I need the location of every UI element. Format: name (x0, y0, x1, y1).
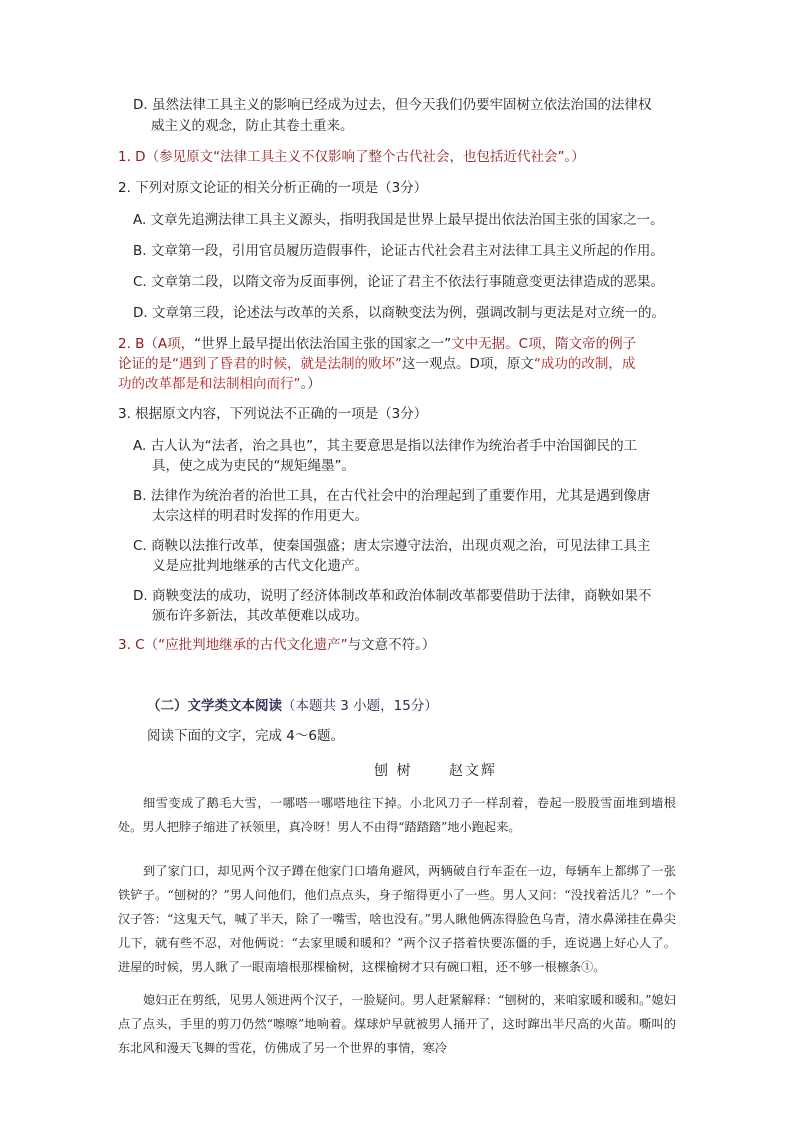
q2-answer-quote: “遇到了昏君的时候，就是法制的败坏” (172, 356, 402, 372)
story-paragraph-text: 到了家门口，却见两个汉子蹲在他家门口墙角避风，两辆破自行车歪在一边，每辆车上都绑了一张铁铲子。“刨树的？”男人问他们，他们点点头，身子缩得更小了一些。男人又问：“没找着活儿？”一个汉子答：“这鬼天气，喊了半天，除了一嘴雪，啥也没有。”男人瞅他俩冻得脸色乌青，清水鼻涕挂在鼻尖儿下，就有些不忍，对他俩说：“去家里暖和暖和？”两个汉子搭着快要冻僵的手，连说遇上好心人了。进屋的时候，男人瞅了一眼南墙根那棵榆树，这棵榆树才只有碗口粗，还不够一根檩条①。 (118, 864, 676, 974)
q3-stem: 3. 根据原文内容，下列说法不正确的一项是（3分） (118, 406, 428, 422)
q3-answer-part: 3. C（ (118, 637, 159, 653)
story-title: 刨 树 (374, 763, 413, 779)
q3-answer (118, 635, 435, 655)
q3-option-d-line1: D. 商鞅变法的成功，说明了经济体制改革和政治体制改革都要借助于法律，商鞅如果不 (133, 588, 652, 604)
q3-option-c-line2: 义是应批判地继承的古代文化遗产。 (152, 558, 368, 574)
q2-answer-quote: “成功的改制，成 (533, 356, 636, 372)
story-paragraph-text: 细雪变成了鹅毛大雪，一哪嗒一哪嗒地往下掉。小北风刀子一样刮着，卷起一股股雪面堆到墙根处。男人把脖子缩进了袄领里，真冷呀！男人不由得“踏踏踏”地小跑起来。 (118, 796, 676, 834)
q2-option-c: C. 文章第二段，以隋文帝为反面事例，论证了君主不依法行事随意变更法律造成的恶果。 (133, 274, 665, 290)
q2-answer-part: 文中无据。C项，隋文帝的例子 (451, 336, 637, 352)
q3-option-a-line1: A. 古人认为“法者，治之具也”，其主要意思是指以法律作为统治者手中治国御民的工 (133, 438, 638, 454)
q2-option-d: D. 文章第三段，论述法与改革的关系，以商鞅变法为例，强调改制与更法是对立统一的。 (133, 305, 665, 321)
q2-answer-part: 论证的是 (118, 356, 172, 372)
q2-option-a: A. 文章先追溯法律工具主义源头，指明我国是世界上最早提出依法治国主张的国家之一。 (133, 212, 664, 228)
story-paragraph-2 (118, 859, 676, 979)
section-heading-title: （二）文学类文本阅读 (147, 698, 282, 714)
q2-answer-line2 (118, 354, 635, 374)
q2-answer-quote: “世界上最早提出依法治国主张的国家之一” (194, 336, 452, 352)
q3-option-c-line1: C. 商鞅以法推行改革，使秦国强盛；唐太宗遵守法治，出现贞观之治，可见法律工具主 (133, 538, 651, 554)
q2-answer-part: 这一观点。D项，原文 (402, 356, 534, 372)
story-author: 赵文辉 (449, 763, 497, 779)
q2-option-b: B. 文章第一段，引用官员履历造假事件，论证古代社会君主对法律工具主义所起的作用。 (133, 243, 664, 259)
q1-option-d-line1: D. 虽然法律工具主义的影响已经成为过去，但今天我们仍要牢固树立依法治国的法律权 (133, 97, 652, 113)
q2-answer-quote: 功的改革都是和法制相向而行” (118, 376, 301, 392)
q3-option-a-line2: 具，使之成为吏民的“规矩绳墨”。 (152, 458, 355, 474)
story-paragraph-1 (118, 791, 676, 839)
q2-answer-part: 2. B（A项， (118, 336, 195, 352)
q1-option-d-line2: 威主义的观念，防止其卷土重来。 (151, 118, 354, 134)
section-heading (147, 696, 438, 716)
q2-answer-part: 。） (300, 376, 321, 392)
q3-answer-part: 与文意不符。） (347, 637, 436, 653)
q3-answer-quote: “应批判地继承的古代文化遗产” (158, 637, 348, 653)
q2-stem: 2. 下列对原文论证的相关分析正确的一项是（3分） (118, 180, 428, 196)
story-paragraph-text: 媳妇正在剪纸，见男人领进两个汉子，一脸疑问。男人赶紧解释：“刨树的，来咱家暖和暖和。”媳妇点了点头，手里的剪刀仍然“嚓嚓”地响着。煤球炉早就被男人捅开了，这时蹿出半尺高的火苗。嘶叫的东北风和漫天飞舞的雪花，仿佛成了另一个世界的事情，寒冷 (118, 993, 676, 1055)
q3-option-b-line1: B. 法律作为统治者的治世工具，在古代社会中的治理起到了重要作用，尤其是遇到像唐 (133, 488, 651, 504)
q2-answer-line3 (118, 374, 321, 394)
section-heading-note: （本题共 3 小题，15分） (282, 698, 438, 714)
q1-answer: 1. D（参见原文“法律工具主义不仅影响了整个古代社会，也包括近代社会”。） (118, 149, 585, 165)
q2-answer-line1 (118, 334, 636, 354)
story-paragraph-3 (118, 988, 676, 1060)
q3-option-d-line2: 颁布许多新法，其改革便难以成功。 (152, 608, 368, 624)
q3-option-b-line2: 太宗这样的明君时发挥的作用更大。 (152, 508, 368, 524)
reading-instruction: 阅读下面的文字，完成 4～6题。 (147, 728, 344, 744)
